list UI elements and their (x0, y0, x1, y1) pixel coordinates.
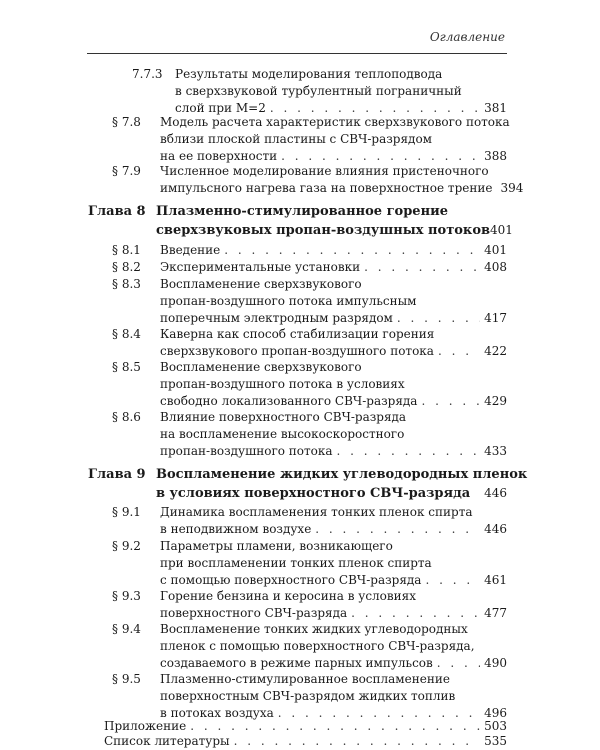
dot-leader (397, 310, 480, 327)
toc-entry-title: Воспламенение сверхзвукового (160, 360, 362, 374)
toc-entry-title: пленок с помощью поверхностного СВЧ-разряда, (160, 639, 475, 653)
toc-entry-number: 7.7.3 (132, 67, 163, 81)
page-number: 433 (484, 444, 507, 458)
chapter-entry[interactable] (156, 221, 513, 240)
page-number: 422 (484, 344, 507, 358)
toc-entry[interactable] (160, 671, 507, 688)
chapter-title: Воспламенение жидких углеводородных пленок (156, 467, 528, 482)
toc-entry-title: Численное моделирование влияния пристеночного (160, 164, 489, 178)
toc-entry-title: Список литературы (104, 734, 230, 748)
toc-entry[interactable] (160, 555, 507, 572)
toc-entry-title: Воспламенение тонких жидких углеводородных (160, 622, 468, 636)
toc-entry-title: Воспламенение сверхзвукового (160, 277, 362, 291)
toc-entry-bibliography[interactable] (104, 733, 507, 750)
toc-entry-title: Модель расчета характеристик сверхзвукового потока (160, 115, 510, 129)
toc-entry[interactable] (175, 83, 507, 100)
dot-leader (438, 343, 480, 360)
toc-entry[interactable] (160, 131, 507, 148)
toc-entry-title: Динамика воспламенения тонких пленок спирта (160, 505, 473, 519)
dot-leader (437, 655, 480, 672)
toc-entry-number: § 8.5 (112, 360, 141, 374)
toc-entry[interactable] (160, 521, 507, 538)
dot-leader (337, 443, 481, 460)
page-number: 490 (484, 656, 507, 670)
toc-entry-number: § 9.2 (112, 539, 141, 553)
toc-entry-title: Плазменно-стимулированное воспламенение (160, 672, 450, 686)
toc-entry-number: § 8.6 (112, 410, 141, 424)
toc-entry-title: в неподвижном воздухе (160, 522, 312, 536)
toc-entry-title: при воспламенении тонких пленок спирта (160, 556, 432, 570)
chapter-title: Плазменно-стимулированное горение (156, 204, 448, 219)
toc-entry-number: § 7.9 (112, 164, 141, 178)
toc-entry[interactable] (160, 343, 507, 360)
toc-entry-title: импульсного нагрева газа на поверхностное трение (160, 181, 493, 195)
toc-entry-number: § 8.1 (112, 243, 141, 257)
toc-entry[interactable] (160, 638, 507, 655)
toc-entry-title: пропан-воздушного потока в условиях (160, 377, 405, 391)
toc-entry[interactable] (160, 180, 524, 197)
dot-leader (351, 605, 480, 622)
page-number: 417 (484, 311, 507, 325)
dot-leader (425, 572, 480, 589)
page-number: 401 (484, 243, 507, 257)
toc-entry-title: на воспламенение высокоскоростного (160, 427, 405, 441)
toc-entry[interactable] (160, 655, 507, 672)
toc-entry[interactable] (160, 359, 507, 376)
page-number: 429 (484, 394, 507, 408)
toc-entry-number: § 7.8 (112, 115, 141, 129)
toc-entry-title: Экспериментальные установки (160, 260, 361, 274)
dot-leader (421, 393, 480, 410)
toc-entry[interactable] (160, 538, 507, 555)
page-number: 408 (484, 260, 507, 274)
running-header-title: Оглавление (429, 30, 505, 44)
page-number: 477 (484, 606, 507, 620)
dot-leader (224, 242, 480, 259)
toc-entry[interactable] (160, 293, 507, 310)
toc-entry-title: поверхностным СВЧ-разрядом жидких топлив (160, 689, 456, 703)
chapter-number: Глава 9 (88, 467, 146, 482)
toc-entry-number: § 9.3 (112, 589, 141, 603)
toc-entry-title: пропан-воздушного потока импульсным (160, 294, 417, 308)
toc-entry-number: § 8.4 (112, 327, 141, 341)
toc-entry-title: на ее поверхности (160, 149, 278, 163)
toc-entry[interactable] (160, 259, 507, 276)
toc-entry-title: слой при M=2 (175, 101, 266, 115)
chapter-title: в условиях поверхностного СВЧ-разряда (156, 486, 471, 501)
page-number: 446 (484, 522, 507, 536)
toc-entry[interactable] (160, 376, 507, 393)
page-number: 503 (484, 719, 507, 733)
toc-entry-title: свободно локализованного СВЧ-разряда (160, 394, 418, 408)
toc-entry[interactable] (160, 426, 507, 443)
toc-entry[interactable] (160, 242, 507, 259)
page-number: 401 (490, 223, 513, 237)
toc-entry-title: сверхзвукового пропан-воздушного потока (160, 344, 434, 358)
chapter-entry[interactable] (156, 466, 528, 484)
toc-entry-title: в сверхзвуковой турбулентный пограничный (175, 84, 462, 98)
toc-entry[interactable] (160, 163, 507, 180)
toc-entry-title: Приложение (104, 719, 187, 733)
toc-entry-title: поверхностного СВЧ-разряда (160, 606, 348, 620)
toc-entry-title: Горение бензина и керосина в условиях (160, 589, 416, 603)
chapter-title: сверхзвуковых пропан-воздушных потоков (156, 223, 491, 238)
toc-entry[interactable] (160, 588, 507, 605)
toc-entry[interactable] (160, 276, 507, 293)
toc-entry-title: Влияние поверхностного СВЧ-разряда (160, 410, 407, 424)
toc-entry-number: § 8.2 (112, 260, 141, 274)
toc-entry[interactable] (160, 621, 507, 638)
toc-entry[interactable] (160, 443, 507, 460)
toc-entry[interactable] (160, 572, 507, 589)
toc-entry[interactable] (160, 310, 507, 327)
toc-entry[interactable] (175, 66, 507, 83)
toc-entry-title: с помощью поверхностного СВЧ-разряда (160, 573, 422, 587)
toc-entry-title: поперечным электродным разрядом (160, 311, 393, 325)
chapter-number: Глава 8 (88, 204, 146, 219)
dot-leader (234, 733, 481, 750)
toc-entry-number: § 8.3 (112, 277, 141, 291)
page-number: 394 (500, 181, 524, 195)
page-number: 446 (484, 486, 507, 500)
toc-entry-title: создаваемого в режиме парных импульсов (160, 656, 433, 670)
chapter-entry[interactable] (156, 484, 507, 503)
toc-entry-title: пропан-воздушного потока (160, 444, 333, 458)
toc-entry-title: Параметры пламени, возникающего (160, 539, 393, 553)
dot-leader (315, 521, 480, 538)
page-number: 461 (484, 573, 507, 587)
page-number: 388 (484, 149, 507, 163)
page-number: 381 (484, 101, 507, 115)
toc-entry[interactable] (160, 409, 507, 426)
toc-entry[interactable] (160, 688, 507, 705)
chapter-entry[interactable] (156, 203, 507, 221)
toc-entry-title: Каверна как способ стабилизации горения (160, 327, 435, 341)
dot-leader (364, 259, 480, 276)
toc-entry[interactable] (160, 504, 507, 521)
toc-entry-title: в потоках воздуха (160, 706, 274, 720)
toc-entry-title: Результаты моделирования теплоподвода (175, 67, 443, 81)
toc-entry-number: § 9.4 (112, 622, 141, 636)
toc-entry[interactable] (160, 393, 507, 410)
page-number: 535 (484, 734, 507, 748)
page-number: 496 (484, 706, 507, 720)
toc-entry[interactable] (160, 114, 510, 131)
toc-entry-number: § 9.1 (112, 505, 141, 519)
toc-entry-title: Введение (160, 243, 221, 257)
toc-entry[interactable] (160, 605, 507, 622)
toc-entry-title: вблизи плоской пластины с СВЧ-разрядом (160, 132, 433, 146)
toc-entry-number: § 9.5 (112, 672, 141, 686)
toc-entry[interactable] (160, 326, 507, 343)
header-rule (87, 53, 507, 54)
